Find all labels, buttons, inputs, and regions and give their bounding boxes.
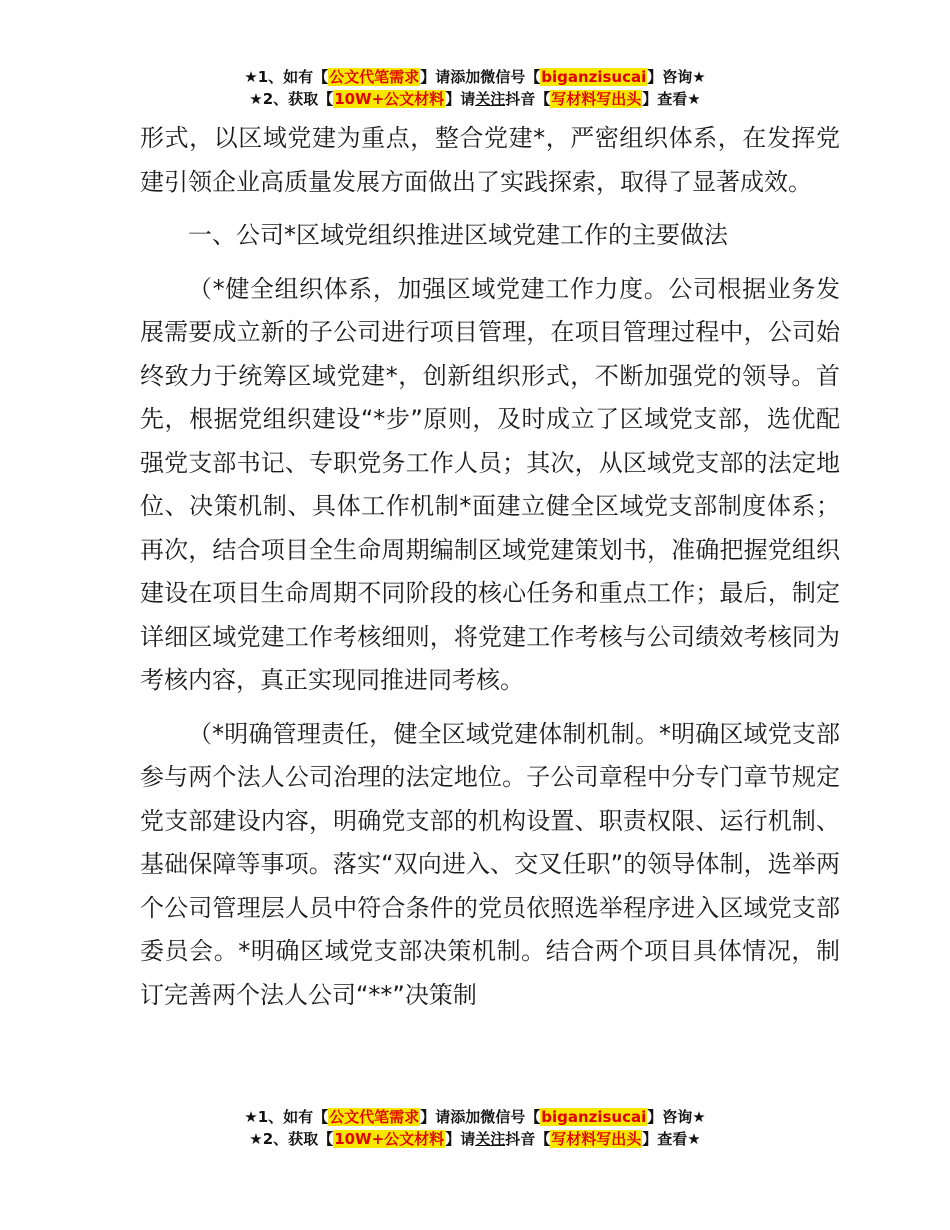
paragraph-intro-continuation: 形式，以区域党建为重点，整合党建*，严密组织体系，在发挥党建引领企业高质量发展方面做出了实践探索，取得了显著成效。 [140,124,840,196]
highlight-douyin-account: 写材料写出头 [551,90,642,108]
banner-line-2: ★2、获取【10W+公文材料】请关注抖音【写材料写出头】查看★ [249,1130,701,1148]
highlight-douyin-account: 写材料写出头 [551,1130,642,1148]
banner-line-1: ★1、如有【公文代笔需求】请添加微信号【biganzisucai】咨询★ [244,1108,706,1126]
banner-line-2: ★2、获取【10W+公文材料】请关注抖音【写材料写出头】查看★ [249,90,701,108]
paragraph-organization-system: （*健全组织体系，加强区域党建工作力度。公司根据业务发展需要成立新的子公司进行项目管理，在项目管理过程中，公司始终致力于统筹区域党建*，创新组织形式，不断加强党的领导。首先，根据党组织建设“*步”原则，及时成立了区域党支部，选优配强党支部书记、专职党务工作人员；其次，从区域党支部的法定地位、决策机制、具体工作机制*面建立健全区域党支部制度体系；再次，结合项目全生命周期编制区域党建策划书，准确把握党组织建设在项目生命周期不同阶段的核心任务和重点工作；最后，制定详细区域党建工作考核细则，将党建工作考核与公司绩效考核同为考核内容，真正实现同推进同考核。 [140,274,840,694]
highlight-wechat-id: biganzisucai [541,68,647,86]
highlight-materials: 10W+公文材料 [334,1130,445,1148]
highlight-materials: 10W+公文材料 [334,90,445,108]
highlight-writing-service: 公文代笔需求 [329,68,420,86]
header-banner [0,66,950,110]
section-heading: 一、公司*区域党组织推进区域党建工作的主要做法 [188,221,728,249]
document-body [140,117,840,1017]
highlight-wechat-id: biganzisucai [541,1108,647,1126]
banner-line-1: ★1、如有【公文代笔需求】请添加微信号【biganzisucai】咨询★ [244,68,706,86]
underlined-follow: 关注 [475,1130,506,1148]
highlight-writing-service: 公文代笔需求 [329,1108,420,1126]
footer-banner [0,1106,950,1150]
underlined-follow: 关注 [475,90,506,108]
paragraph-management-responsibility: （*明确管理责任，健全区域党建体制机制。*明确区域党支部参与两个法人公司治理的法定地位。子公司章程中分专门章节规定党支部建设内容，明确党支部的机构设置、职责权限、运行机制、基础保障等事项。落实“双向进入、交叉任职”的领导体制，选举两个公司管理层人员中符合条件的党员依照选举程序进入区域党支部委员会。*明确区域党支部决策机制。结合两个项目具体情况，制订完善两个法人公司“**”决策制 [140,719,840,1009]
